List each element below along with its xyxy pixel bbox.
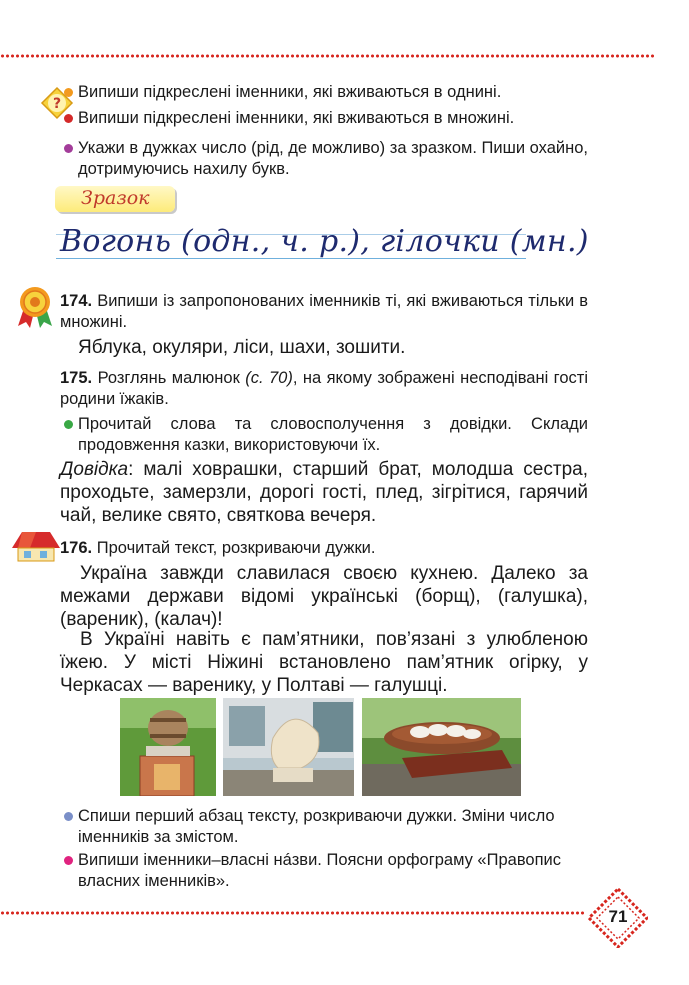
bottom-ornament-border <box>0 910 585 916</box>
photo-vareniki-monument <box>223 698 354 796</box>
bullet-dot <box>64 856 73 865</box>
house-roof-icon <box>10 530 62 562</box>
exercise-174-instruction: 174. Випиши із запропонованих іменників ті, які вживаються тільки в множині. <box>60 292 588 331</box>
task-item: Укажи в дужках число (рід, де можливо) за зразком. Пиши охайно, дотримуючись нахилу букв. <box>78 138 588 180</box>
bullet-dot <box>64 420 73 429</box>
exercise-175-instruction: 175. Розглянь малюнок (с. 70), на якому зображені несподівані гості родини їжаків. <box>60 369 588 408</box>
top-ornament-border <box>0 53 655 59</box>
photo-halushky-monument <box>362 698 521 796</box>
bullet-dot <box>64 114 73 123</box>
bullet-dot <box>64 812 73 821</box>
svg-text:?: ? <box>52 96 62 112</box>
bullet-dot <box>64 88 73 97</box>
bullet-dot <box>64 144 73 153</box>
page-number-ornament <box>588 888 648 948</box>
page-number: 71 <box>608 907 628 926</box>
task-item: Випиши підкреслені іменники, які вживаються в однині. <box>78 82 588 103</box>
sample-label: Зразок <box>55 186 175 212</box>
exercise-176-paragraph-1: Україна завжди славилася своєю кухнею. Далеко за межами держави відомі українські (борщ), (галушка), (вареник), (калач)! <box>60 563 588 630</box>
exercise-176-paragraph-2: В Україні навіть є пам’ятники, пов’язані з улюбленою їжею. У місті Ніжині встановлено пам’ятник огірку, у Черкасах — варенику, у Полтаві — галушці. <box>60 629 588 696</box>
task-item: Випиши іменники–власні нáзви. Поясни орфограму «Правопис власних іменників». <box>78 850 588 892</box>
task-item: Випиши підкреслені іменники, які вживаються в множині. <box>78 108 588 129</box>
exercise-174-words: Яблука, окуляри, ліси, шахи, зошити. <box>78 337 406 358</box>
photo-cucumber-monument <box>120 698 216 796</box>
handwriting-sample: Вогонь (одн., ч. р.), гілочки (мн.) <box>56 222 526 266</box>
rosette-award-icon <box>14 284 56 330</box>
exercise-175-hint: Довідка: малі ховрашки, старший брат, молодша сестра, проходьте, замерзли, дорогі гості, плед, зігрітися, гарячий чай, велике свято, святкова вечеря. <box>60 459 588 526</box>
exercise-176-instruction: 176. Прочитай текст, розкриваючи дужки. <box>60 539 376 557</box>
task-item: Спиши перший абзац тексту, розкриваючи дужки. Зміни число іменників за змістом. <box>78 806 588 848</box>
exercise-175-task: Прочитай слова та словосполучення з довідки. Склади продовження казки, використовуючи їх. <box>78 414 588 456</box>
